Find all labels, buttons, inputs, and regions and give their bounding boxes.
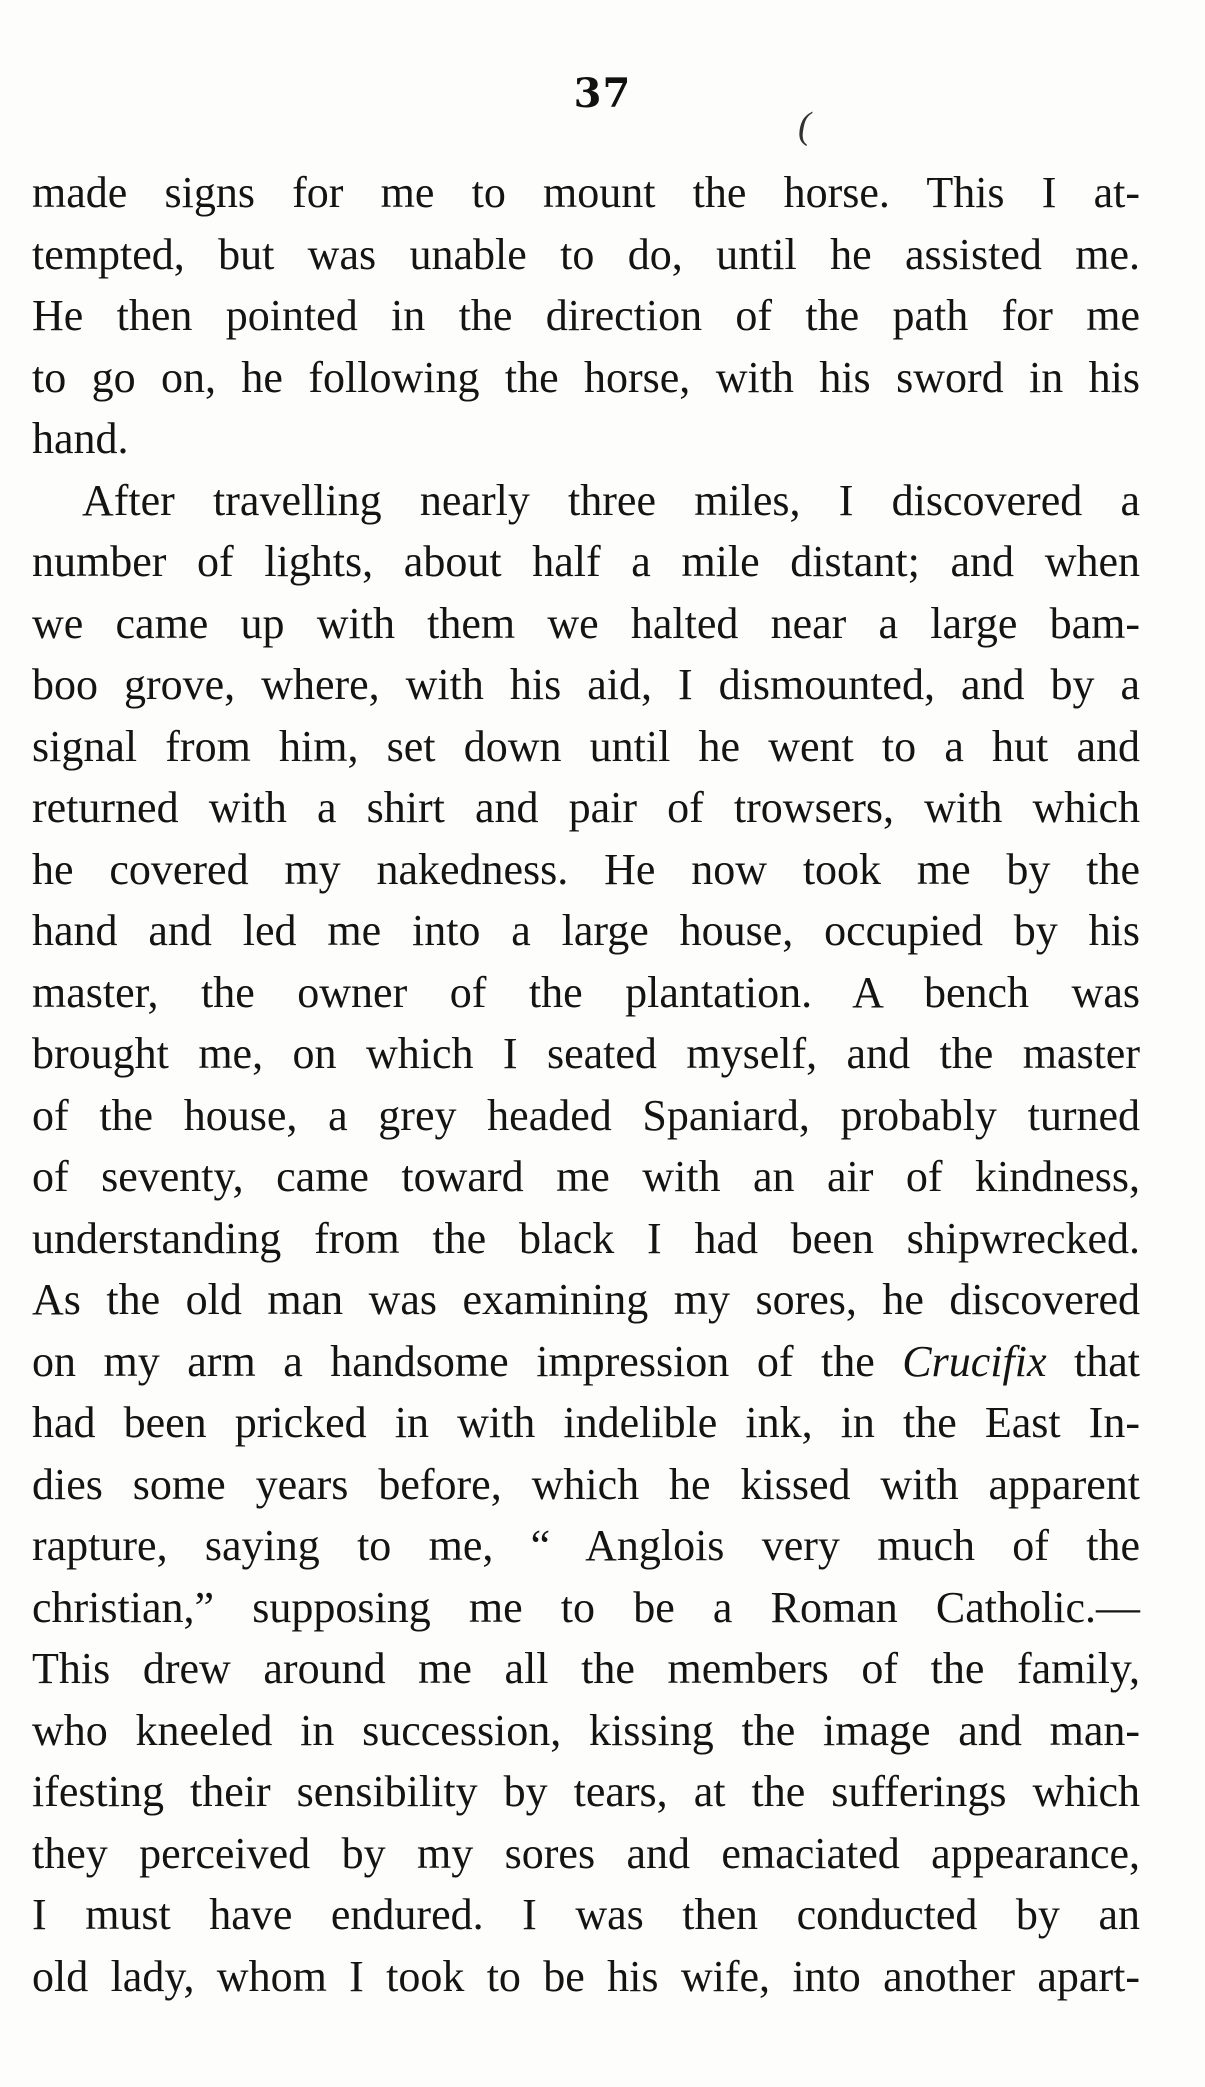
text-line: brought me, on which I seated myself, and the master: [32, 1029, 1140, 1078]
page-number: 37: [573, 70, 632, 117]
text-line: ifesting their sensibility by tears, at the sufferings which: [32, 1767, 1140, 1816]
text-line: christian,” supposing me to be a Roman Catholic.—: [32, 1582, 1140, 1632]
text-line: understanding from the black I had been shipwrecked.: [32, 1213, 1140, 1263]
text-line: I must have endured. I was then conducted by an: [32, 1890, 1140, 1939]
text-line: hand and led me into a large house, occupied by his: [32, 906, 1140, 955]
text-line: number of lights, about half a mile distant; and when: [32, 537, 1140, 586]
text-line: hand.: [32, 414, 129, 463]
italic-word: Crucifix: [902, 1336, 1047, 1386]
text-line: old lady, whom I took to be his wife, into another apart-: [32, 1951, 1140, 2001]
text-line: boo grove, where, with his aid, I dismounted, and by a: [32, 660, 1140, 709]
text-line: of seventy, came toward me with an air of kindness,: [32, 1152, 1140, 1201]
text-line: master, the owner of the plantation. A bench was: [32, 967, 1140, 1017]
text-line: had been pricked in with indelible ink, in the East In-: [32, 1398, 1140, 1447]
text-line: we came up with them we halted near a large bam-: [32, 598, 1140, 648]
line-text: that: [1046, 1336, 1141, 1386]
text-line: As the old man was examining my sores, he discovered: [32, 1275, 1140, 1324]
body-text: [32, 162, 1140, 2007]
text-line: made signs for me to mount the horse. This I at-: [32, 168, 1140, 217]
text-line: He then pointed in the direction of the path for me: [32, 291, 1140, 340]
line-text: on my arm a handsome impression of the: [32, 1336, 903, 1386]
text-line: who kneeled in succession, kissing the image and man-: [32, 1705, 1140, 1755]
text-line-with-italic: [32, 1331, 1140, 1393]
text-line: This drew around me all the members of the family,: [32, 1644, 1140, 1693]
text-line: tempted, but was unable to do, until he assisted me.: [32, 229, 1140, 279]
text-line: dies some years before, which he kissed with apparent: [32, 1459, 1140, 1509]
text-line: of the house, a grey headed Spaniard, probably turned: [32, 1090, 1140, 1140]
stray-mark: (: [798, 105, 811, 147]
text-line: they perceived by my sores and emaciated appearance,: [32, 1828, 1140, 1878]
text-line: to go on, he following the horse, with his sword in his: [32, 352, 1140, 402]
text-line: returned with a shirt and pair of trowsers, with which: [32, 783, 1140, 832]
text-line: he covered my nakedness. He now took me by the: [32, 844, 1140, 894]
text-line: After travelling nearly three miles, I discovered a: [82, 475, 1140, 525]
text-line: rapture, saying to me, “ Anglois very much of the: [32, 1521, 1140, 1570]
text-line: signal from him, set down until he went to a hut and: [32, 721, 1140, 771]
